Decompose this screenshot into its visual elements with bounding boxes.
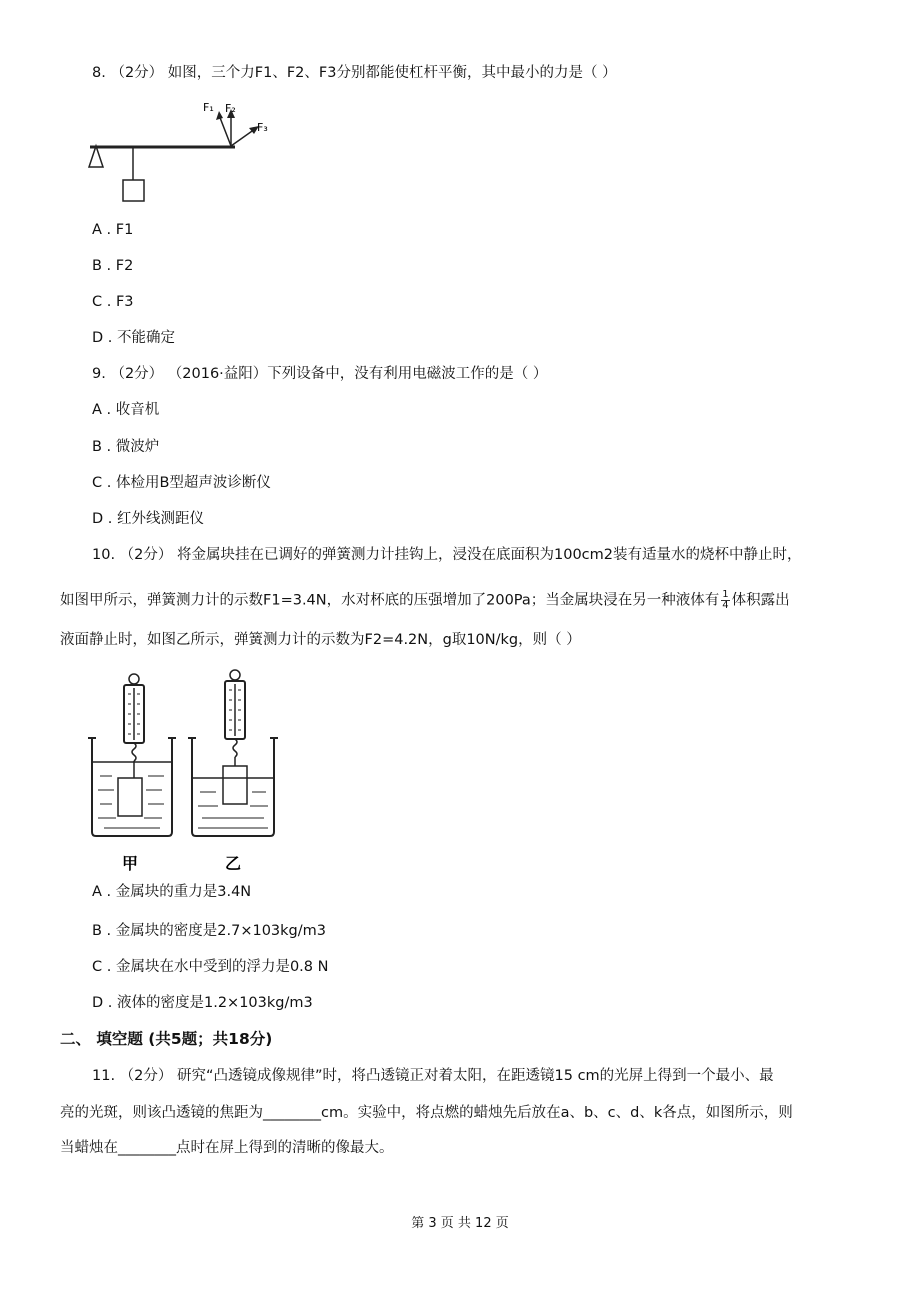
q10-option-a[interactable]: A . 金属块的重力是3.4N [92,884,252,900]
spring-scale-figure [86,668,286,878]
q8-option-b[interactable]: B . F2 [92,258,134,274]
q10-stem-line1: 10. （2分） 将金属块挂在已调好的弹簧测力计挂钩上，浸没在底面积为100cm2装有适量水的烧杯中静止时， [92,547,802,563]
label-jia: 甲 [122,854,139,873]
fulcrum-triangle [89,146,103,167]
q10-stem-line2 [60,590,790,611]
section-title: 二、 填空题 (共5题；共18分) [60,1030,273,1048]
q9-option-c[interactable]: C . 体检用B型超声波诊断仪 [92,475,271,491]
label-f3: F₃ [257,121,268,134]
fraction-numerator: 1 [722,589,729,600]
q8-option-a[interactable]: A . F1 [92,222,134,238]
q10-option-c[interactable]: C . 金属块在水中受到的浮力是0.8 N [92,959,329,975]
hanging-block [123,180,144,201]
q10-stem-line2-post: 体积露出 [731,592,790,609]
apparatus-yi [188,670,278,836]
q9-stem: 9. （2分） （2016·益阳）下列设备中，没有利用电磁波工作的是（ ） [92,366,548,382]
q8-option-c[interactable]: C . F3 [92,294,134,310]
force-f1-arrow [219,115,231,146]
q11-line1: 11. （2分） 研究“凸透镜成像规律”时，将凸透镜正对着太阳，在距透镜15 cm的光屏上得到一个最小、最 [92,1068,774,1084]
label-yi: 乙 [225,854,242,873]
label-f2: F₂ [225,102,236,115]
page-footer: 第 3 页 共 12 页 [411,1216,509,1231]
q10-option-b[interactable]: B . 金属块的密度是2.7×103kg/m3 [92,923,326,939]
fraction-quarter [721,590,729,611]
q9-option-a[interactable]: A . 收音机 [92,402,160,418]
force-f3-arrow [231,129,255,146]
q8-option-d[interactable]: D . 不能确定 [92,330,175,346]
apparatus-jia [88,674,176,836]
q9-option-d[interactable]: D . 红外线测距仪 [92,511,204,527]
label-f1: F₁ [203,101,214,114]
q11-line2: 亮的光斑，则该凸透镜的焦距为________cm。实验中，将点燃的蜡烛先后放在a、b、c、d、k各点，如图所示，则 [60,1105,793,1121]
q9-option-b[interactable]: B . 微波炉 [92,439,160,455]
q8-stem: 8. （2分） 如图，三个力F1、F2、F3分别都能使杠杆平衡，其中最小的力是（ ） [92,65,617,81]
fraction-denominator: 4 [722,600,729,611]
q10-option-d[interactable]: D . 液体的密度是1.2×103kg/m3 [92,995,313,1011]
lever-figure [85,95,285,210]
q11-line3: 当蜡烛在________点时在屏上得到的清晰的像最大。 [60,1140,394,1156]
q10-stem-line3: 液面静止时，如图乙所示，弹簧测力计的示数为F2=4.2N，g取10N/kg，则（ ） [60,632,581,648]
q10-stem-line2-pre: 如图甲所示，弹簧测力计的示数F1=3.4N，水对杯底的压强增加了200Pa；当金属块浸在另一种液体有 [60,592,720,609]
